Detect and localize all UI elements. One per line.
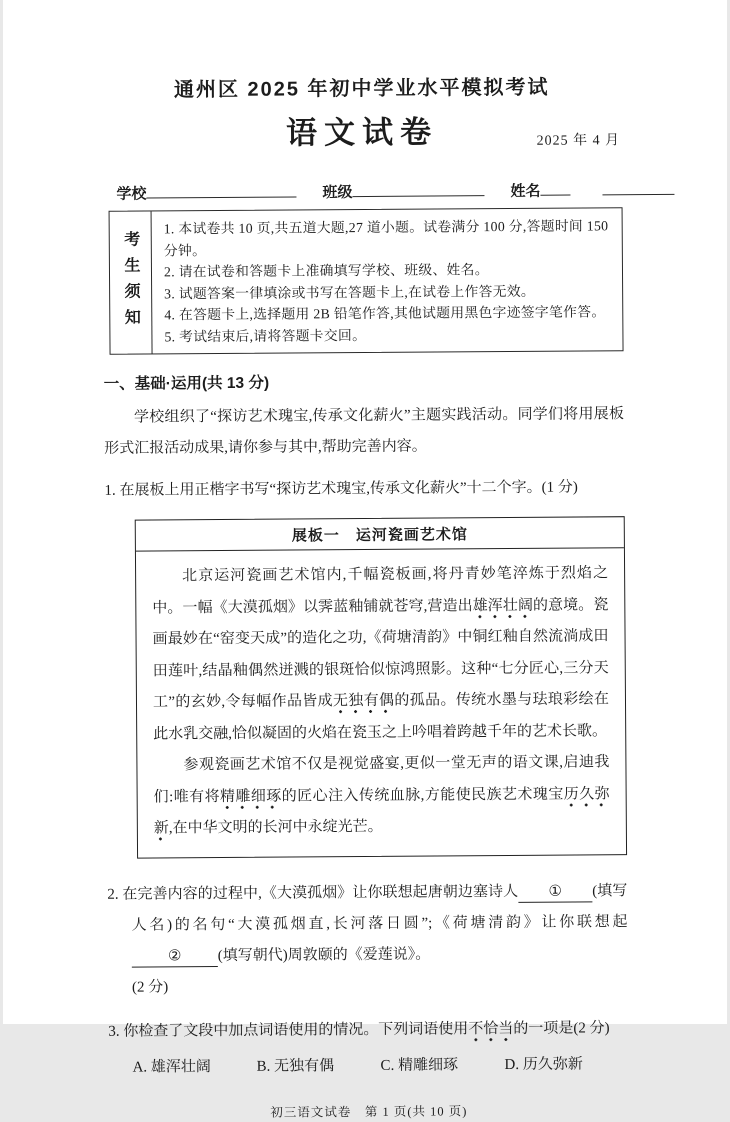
exam-title: 通州区 2025 年初中学业水平模拟考试 (173, 76, 550, 102)
question-2-text: (填写人名)的名句“大漠孤烟直,长河落日圆”;《荷塘清韵》让你联想起 (131, 882, 628, 934)
notice-item: 1. 本试卷共 10 页,共五道大题,27 道小题。试卷满分 100 分,答题时间 150 分钟。 (163, 218, 609, 258)
paper-title-row (102, 109, 622, 157)
option-b: B. 无独有偶 (256, 1057, 335, 1075)
option-d: D. 历久弥新 (504, 1055, 583, 1073)
class-label: 班级 (322, 185, 353, 202)
question-2 (107, 876, 628, 973)
panel-p2-emphasis-2: 历久弥新 (154, 786, 610, 842)
name-blank-2 (602, 181, 674, 196)
notice-item: 2. 请在试卷和答题卡上准确填写学校、班级、姓名。 (163, 262, 489, 280)
question-3-options (108, 1052, 628, 1077)
school-blank (146, 183, 296, 198)
notice-item: 5. 考试结束后,请将答题卡交回。 (164, 327, 367, 344)
question-2-blank-2: ② (132, 946, 218, 968)
panel-body (136, 548, 626, 857)
notice-side-label: 考生须知 (121, 230, 140, 335)
notice-body (152, 208, 623, 353)
panel-paragraph-2 (153, 747, 610, 845)
question-2-text: 2. 在完善内容的过程中,《大漠孤烟》让你联想起唐朝边塞诗人 (107, 883, 519, 903)
display-panel-box (135, 516, 627, 858)
panel-header: 展板一 运河瓷画艺术馆 (136, 517, 624, 551)
exam-paper-page (3, 0, 727, 1120)
question-3-text: 的一项是(2 分) (513, 1019, 610, 1037)
panel-p2-text: ,在中华文明的长河中永绽光芒。 (168, 818, 383, 837)
question-2-score: (2 分) (131, 978, 169, 996)
question-3 (108, 1013, 628, 1048)
panel-p1-emphasis-2: 无独有偶 (333, 693, 395, 714)
panel-p2-text: 的匠心注入传统血脉,方能使民族艺术瑰宝 (281, 786, 564, 805)
question-2-blank-1: ① (518, 881, 592, 903)
panel-p1-emphasis-1: 雄浑壮阔 (473, 597, 533, 618)
notice-item: 3. 试题答案一律填涂或书写在答题卡上,在试卷上作答无效。 (164, 283, 536, 301)
student-fields-row (102, 179, 622, 204)
panel-p2-text: 参观瓷画艺术馆不仅是视觉盛宴,更似一堂无声的语文课,启迪我们:唯有将 (153, 754, 610, 805)
panel-p1-text: 北京运河瓷画艺术馆内,千幅瓷板画,将丹青妙笔淬炼于烈焰之中。一幅《大漠孤烟》以霁蓝釉铺就苍穹,营造出 (152, 565, 609, 616)
notice-item: 4. 在答题卡上,选择题用 2B 铅笔作答,其他试题用黑色字迹签字笔作答。 (164, 304, 606, 323)
paper-title: 语文试卷 (285, 114, 439, 151)
panel-p1-text: 的孤品。传统水墨与珐琅彩绘在此水乳交融,恰似凝固的火焰在瓷玉之上吟唱着跨越千年的艺术长歌。 (153, 691, 610, 742)
option-c: C. 精雕细琢 (380, 1056, 459, 1074)
paper-date: 2025 年 4 月 (536, 133, 621, 149)
school-label: 学校 (116, 186, 147, 203)
option-a: A. 雄浑壮阔 (132, 1058, 211, 1076)
panel-paragraph-1 (152, 558, 609, 750)
section-1-heading: 一、基础·运用(共 13 分) (103, 374, 270, 393)
panel-p2-emphasis-1: 精雕细琢 (220, 788, 282, 809)
section-1-intro: 学校组织了“探访艺术瑰宝,传承文化薪火”主题实践活动。同学们将用展板形式汇报活动成果,请你参与其中,帮助完善内容。 (104, 406, 625, 457)
name-label: 姓名 (510, 183, 541, 200)
name-blank (540, 182, 570, 196)
page-footer: 初三语文试卷 第 1 页(共 10 页) (270, 1103, 468, 1120)
notice-side-cell (110, 211, 153, 353)
class-blank (352, 182, 484, 197)
question-3-text: 3. 你检查了文段中加点词语使用的情况。下列词语使用 (108, 1020, 469, 1040)
question-2-text: (填写朝代)周敦颐的《爱莲说》。 (217, 946, 431, 964)
panel-p1-text: 的意境。瓷画最妙在“窑变天成”的造化之功,《荷塘清韵》中铜红釉自然流淌成田田莲叶,结晶釉偶然迸溅的银斑恰似惊鸿照影。这种“七分匠心,三分天工”的玄妙,令每幅作品皆成 (152, 596, 609, 711)
notice-box (109, 207, 624, 355)
question-3-emphasis: 不恰当 (468, 1020, 513, 1041)
question-1: 1. 在展板上用正楷字书写“探访艺术瑰宝,传承文化薪火”十二个字。(1 分) (104, 479, 578, 499)
